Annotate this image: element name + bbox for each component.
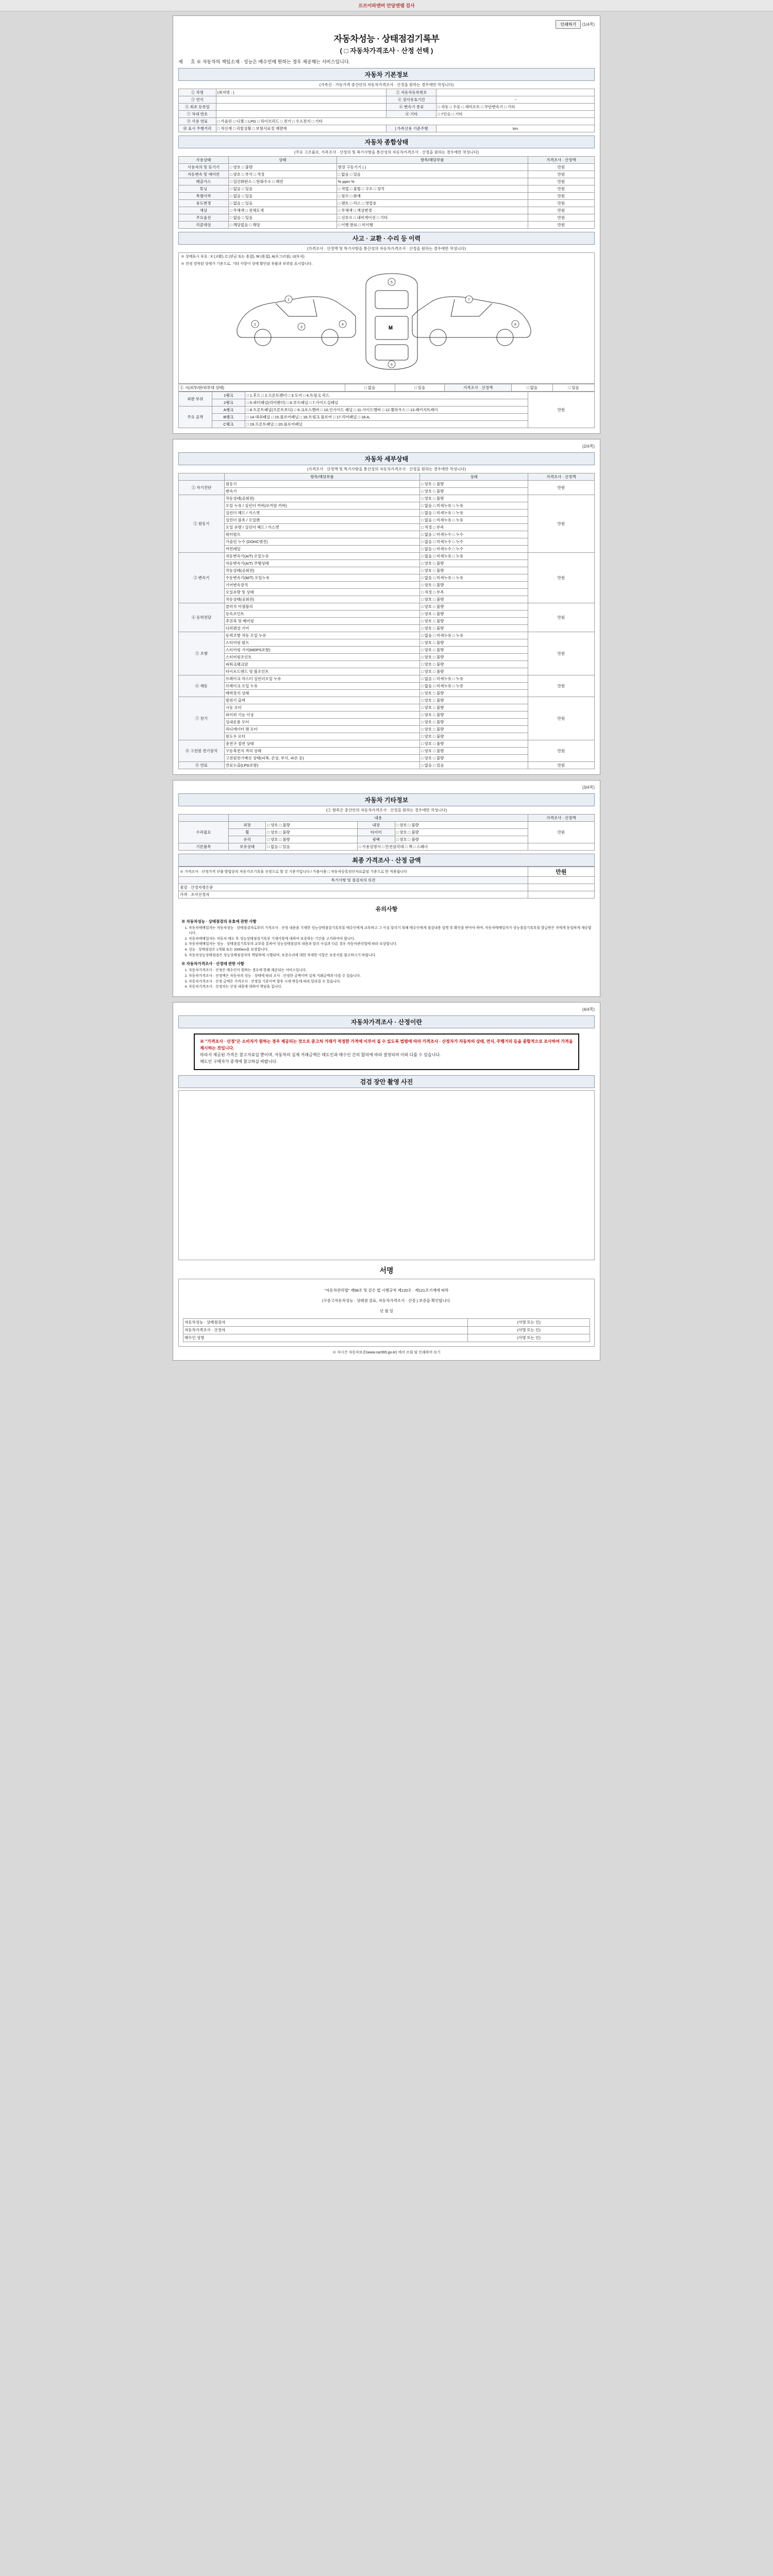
col-header: 항목/해당부품 [337, 157, 528, 164]
detail-amount[interactable]: 만원 [528, 697, 594, 740]
row-amount[interactable]: 만원 [528, 193, 594, 200]
row-amount[interactable]: 만원 [528, 185, 594, 193]
top-notice-bar [0, 0, 773, 11]
row-state[interactable]: □ 무채색 □ 전체도색 [228, 207, 337, 214]
final-price-table [178, 867, 595, 899]
detail-state[interactable]: □ 양호 □ 불량 [420, 697, 528, 704]
other-part: 보유상태 [228, 843, 266, 851]
frame-group-name: 외판 부위 [179, 392, 212, 406]
price-definition-title: 자동차가격조사 · 산정이란 [178, 1015, 595, 1028]
row-category: 특별이력 [179, 193, 229, 200]
svg-text:5: 5 [391, 281, 393, 284]
frame-rank-table [178, 392, 595, 428]
other-amount[interactable] [528, 843, 594, 851]
detail-part: 자동변속기(A/T) 주행상태 [224, 560, 419, 567]
cell-label: ⑦ 차대 번호 [179, 111, 216, 118]
section-basic-info-note: (가족신 · 가동가격 중산안의 자동차가격조사 · 산정을 원하는 경우에만 작성니다) [319, 82, 454, 87]
detail-state[interactable]: □ 없음 □ 미세누유 □ 누유 [420, 683, 528, 690]
page-3 [173, 780, 600, 997]
final-price-title: 최종 가격조사 · 산정 금액 [178, 854, 595, 867]
svg-text:6: 6 [391, 363, 393, 367]
price-definition-line-2: 따라서 제공된 가격은 참고자료일 뿐이며, 자동차의 실제 거래금액은 매도인과 매수인 간의 합의에 따라 결정되며 이와 다를 수 있습니다. [200, 1052, 441, 1057]
other-part: 휠 [228, 829, 266, 836]
page-1 [173, 15, 600, 434]
cell-value[interactable]: ~ [436, 96, 595, 104]
detail-state[interactable]: □ 양호 □ 불량 [420, 668, 528, 675]
signature-table [183, 1318, 590, 1342]
detail-part: 원동기 [224, 481, 419, 488]
row-state[interactable]: □ 없음 □ 있음 [228, 200, 337, 207]
other-state[interactable]: □ 양호 □ 불량 [266, 829, 358, 836]
footer-note: ※ 저시간 자동차보증(www.car365.go.kr) 에서 조회 및 인쇄하여 보기 [332, 1351, 441, 1355]
other-part: 광택 [357, 836, 395, 843]
detail-state[interactable]: □ 양호 □ 불량 [420, 603, 528, 611]
detail-state[interactable]: □ 적정 □ 부족 [420, 524, 528, 531]
frame-rank: A랭크 [212, 406, 245, 414]
notice-item: 4. 성능 · 상태점검은 1개월 또는 2000km를 보장합니다. [189, 947, 592, 953]
col-header: 가격조사 · 산정액 [528, 157, 594, 164]
detail-part: 디퍼렌셜 기어 [224, 625, 419, 632]
detail-group: ⑦ 전기 [179, 697, 225, 740]
photo-section-title: 검검 장안 촬영 사진 [178, 1075, 595, 1088]
detail-state[interactable]: □ 없음 □ 미세누수 □ 누수 [420, 531, 528, 538]
detail-part: 커먼레일 [224, 546, 419, 553]
notice-section-1-list [181, 926, 592, 958]
special-row-2-value[interactable] [528, 891, 594, 899]
detail-part: 윈도우 모터 [224, 733, 419, 740]
detail-part: 라디에이터 팬 모터 [224, 726, 419, 733]
col-header: 상태 [420, 473, 528, 481]
page-2-label: (2/4쪽) [582, 444, 595, 449]
detail-part: 실내송풍 모터 [224, 719, 419, 726]
detail-state[interactable]: □ 양호 □ 불량 [420, 560, 528, 567]
cell-value[interactable]: □ 7인승 □ 기타 [436, 111, 595, 118]
row-state[interactable]: □ 없음 □ 있음 [228, 214, 337, 222]
detail-amount[interactable]: 만원 [528, 632, 594, 675]
damage-diagram[interactable] [178, 252, 595, 384]
row-detail[interactable]: □ 렌트 □ 리스 □ 영업용 [337, 200, 528, 207]
notice-item: 3. 자동차가격조사 · 산정 금액은 가격조사 · 산정일 기준이며 향후 시세 변동에 따라 달라질 수 있습니다. [189, 979, 592, 985]
detail-group: ④ 동력전달 [179, 603, 225, 632]
sign-role: 자동차가격조사 · 산정자 [183, 1327, 468, 1334]
detail-part: 기어변속장치 [224, 582, 419, 589]
notice-section-2-heading: ※ 자동차가격조사 · 산정에 관한 사항 [181, 961, 244, 966]
sign-value[interactable]: (서명 또는 인) [468, 1334, 590, 1342]
detail-part: 고전원전기배선 상태(피복, 손상, 부식, 파손 등) [224, 755, 419, 762]
detail-part: 실린더 헤드 / 가스켓 [224, 510, 419, 517]
detail-state[interactable]: □ 양호 □ 불량 [420, 596, 528, 603]
cell-value[interactable]: km [436, 125, 595, 132]
detail-state[interactable]: □ 양호 □ 불량 [420, 639, 528, 647]
col-header: 항목/해당부품 [224, 473, 419, 481]
print-button[interactable]: 인쇄하기 [556, 20, 581, 29]
detail-state[interactable]: □ 없음 □ 미세누유 □ 누유 [420, 632, 528, 639]
sign-date: 년 월 일 [380, 1309, 393, 1314]
final-price-note: ※ 가격조사 · 산정가격 산출 방법중의 자동가조기록을 선정으로 할 것 기준가입니다 / 가출사용 □ 자동차등록전산자료값임 기준으로 한 적용됩니다 [179, 867, 528, 877]
detail-group: ⑥ 제동 [179, 675, 225, 697]
svg-text:7: 7 [468, 298, 470, 302]
col-header: 가격조사 · 산정액 [528, 815, 594, 822]
detail-group: ② 원동기 [179, 495, 225, 553]
detail-part: 클러치 어셈블리 [224, 603, 419, 611]
detail-part: 구동축전지 격리 상태 [224, 748, 419, 755]
detail-part: 작동상태(공회전) [224, 495, 419, 502]
detail-group: ⑧ 고전원 전기장치 [179, 740, 225, 762]
page-4 [173, 1002, 600, 1361]
detail-state[interactable]: □ 양호 □ 불량 [420, 625, 528, 632]
detail-amount[interactable]: 만원 [528, 762, 594, 769]
svg-text:2: 2 [254, 323, 256, 327]
other-state[interactable]: □ 양호 □ 불량 [266, 822, 358, 829]
detail-part: 타이로드엔드 및 볼조인트 [224, 668, 419, 675]
sign-role: 매수인 성명 [183, 1334, 468, 1342]
cell-value[interactable] [216, 96, 386, 104]
row-detail[interactable]: % ppm % [337, 178, 528, 185]
diagram-legend-1: ※ 상태표시 부호 : X (교환), C (판금 또는 용접), W (용접), A(우그러짐), U(부식) [181, 255, 305, 259]
special-row-1-value[interactable] [528, 884, 594, 891]
cell-value[interactable] [216, 104, 386, 111]
row-category: 튜닝 [179, 185, 229, 193]
col-header: 사용상태 [179, 157, 229, 164]
notice-body [178, 915, 595, 991]
other-part: 내장 [357, 822, 395, 829]
other-category: 기본품목 [179, 843, 229, 851]
detail-amount[interactable]: 만원 [528, 603, 594, 632]
price-definition-box [194, 1033, 579, 1070]
detail-part: 등속조인트 [224, 611, 419, 618]
frame-rank: 1랭크 [212, 392, 245, 399]
detail-part: 수동변속기(M/T) 오일누유 [224, 574, 419, 582]
detail-group: ① 자기진단 [179, 481, 225, 495]
section-overall-title: 자동차 종합상태 [178, 135, 595, 148]
other-amount[interactable]: 만원 [528, 822, 594, 843]
basic-info-table [178, 89, 595, 132]
notice-section-1-heading: ※ 자동차성능 · 상태점검의 유효에 관한 사항 [181, 919, 257, 924]
detail-state[interactable]: □ 양호 □ 불량 [420, 704, 528, 711]
row-detail[interactable]: □ 선루프 □ 내비게이션 □ 기타 [337, 214, 528, 222]
detail-part: 와이퍼 기능 이상 [224, 711, 419, 719]
detail-part: 시동 모터 [224, 704, 419, 711]
detail-part: 브레이크 마스터 실린더오일 누유 [224, 675, 419, 683]
doc-number-line [178, 58, 595, 65]
detail-part: 동력조향 작동 오일 누유 [224, 632, 419, 639]
other-state[interactable]: □ 사용설명서 □ 안전삼각대 □ 잭 □ 스패너 [357, 843, 528, 851]
svg-text:3: 3 [300, 326, 303, 329]
notice-item: 1. 자동차가격조사 · 산정은 매수인이 원하는 경우에 한해 제공되는 서비스입니다. [189, 968, 592, 973]
special-row-1[interactable]: 점검 · 산정자명은문 [179, 884, 528, 891]
row-category: 용도변경 [179, 200, 229, 207]
detail-state[interactable]: □ 양호 □ 불량 [420, 740, 528, 748]
row-detail[interactable]: □ 침수 □ 화재 [337, 193, 528, 200]
detail-state[interactable]: □ 없음 □ 미세누유 □ 누유 [420, 502, 528, 510]
cell-value[interactable] [436, 89, 595, 96]
row-amount[interactable]: 만원 [528, 164, 594, 171]
cell-value[interactable]: □ 자동 □ 수동 □ 세미오토 □ 무단변속기 □ 기타 [436, 104, 595, 111]
detail-part: 오일 유량 / 실린더 헤드 / 가스켓 [224, 524, 419, 531]
detail-state[interactable]: □ 양호 □ 불량 [420, 647, 528, 654]
detail-state[interactable]: □ 양호 □ 불량 [420, 733, 528, 740]
cell-label: ① 차명 [179, 89, 216, 96]
svg-text:4: 4 [342, 323, 344, 327]
svg-text:1: 1 [288, 298, 290, 302]
row-detail[interactable]: □ 이행 완료 □ 미이행 [337, 222, 528, 229]
row-state[interactable]: □ 없음 □ 있음 [228, 185, 337, 193]
detail-state[interactable]: □ 양호 □ 불량 [420, 748, 528, 755]
special-row-2[interactable]: 가격 · 조사산정자 [179, 891, 528, 899]
other-state[interactable]: □ 양호 □ 불량 [266, 836, 358, 843]
sign-value[interactable]: (서명 또는 인) [468, 1327, 590, 1334]
cell-label: ⑤ 최초 등록일 [179, 104, 216, 111]
detail-state[interactable]: □ 양호 □ 불량 [420, 611, 528, 618]
other-part: 외장 [228, 822, 266, 829]
svg-text:M: M [389, 325, 393, 330]
section-other-note: (② 항목은 중산안의 자동차가격조사 · 산정을 원하는 경우에만 작성니다) [326, 808, 447, 812]
col-header: 상태 [228, 157, 337, 164]
detail-state[interactable]: □ 양호 □ 불량 [420, 755, 528, 762]
row-amount[interactable]: 만원 [528, 171, 594, 178]
frame-items[interactable]: □ 5.쿼터패널(리어펜더) □ 6.루프패널 □ 7.사이드실패널 [245, 399, 528, 406]
cell-label: | 가족산용 기준주행 [386, 125, 436, 132]
page-4-label: (4/4쪽) [582, 1007, 595, 1012]
sign-role: 자동차성능 · 상태점검자 [183, 1319, 468, 1327]
detail-part: 변속기 [224, 488, 419, 495]
special-note-value[interactable] [528, 877, 594, 884]
detail-group: ③ 변속기 [179, 553, 225, 603]
section-overall-note: (주요 고조율로, 가족조사 · 산정의 및 복기사항을 통산성의 자동차가격조사 · 산정을 원하는 경우에만 작성니다) [294, 150, 479, 155]
notice-item: 1. 자동차매매업자는 자동차성능 · 상태점검자로부터 가격조사 · 산정 내용을 기재한 성능상태점검기록부를 매수인에게 교부하고 그 사실 알리기 위해 매수인에게 점검내용 설명 후 확인을 받아야 하며, 자동차매매업자가 성능점검기록부를 발급받은 자에게 동일하게 제공합니다. [189, 926, 592, 936]
col-header [179, 815, 229, 822]
sign-value[interactable]: (서명 또는 인) [468, 1319, 590, 1327]
page-1-label: (1/4쪽) [582, 22, 595, 27]
detail-state[interactable]: □ 양호 □ 불량 [420, 661, 528, 668]
detail-part: 브레이크 오일 누유 [224, 683, 419, 690]
other-state[interactable]: □ 양호 □ 불량 [395, 822, 528, 829]
frame-rank: 2랭크 [212, 399, 245, 406]
notice-title: 유의사항 [375, 906, 398, 912]
detail-state[interactable]: □ 없음 □ 미세누유 □ 누유 [420, 517, 528, 524]
detail-state[interactable]: □ 적정 □ 부족 [420, 589, 528, 596]
detail-part: 스티어링조인트 [224, 654, 419, 661]
detail-state[interactable]: □ 양호 □ 불량 [420, 481, 528, 488]
sign-text-2: (구중고자동차성능 · 상태점 검표, 자동차가격조사 · 산정 ) 보증을 확인합니다. [322, 1298, 451, 1303]
row-category: 주요옵션 [179, 214, 229, 222]
doc-number-label: 제 [178, 59, 183, 64]
detail-part: 워터펌프 [224, 531, 419, 538]
top-notice-text: 르쓰어파앤버 안당앤램 검사 [358, 3, 415, 8]
frame-items[interactable]: □ 1.후드 □ 2.프론트펜더 □ 3.도어 □ 4.트렁크 리드 [245, 392, 528, 399]
page-3-label: (3/4쪽) [582, 785, 595, 790]
detail-state[interactable]: □ 양호 □ 불량 [420, 488, 528, 495]
detail-part: 스티어링 펌프 [224, 639, 419, 647]
detail-state[interactable]: □ 양호 □ 불량 [420, 582, 528, 589]
row-detail[interactable]: □ 없음 □ 있음 [337, 171, 528, 178]
row-state[interactable]: □ 양호 □ 불량 [228, 164, 337, 171]
col-header [179, 473, 225, 481]
cell-label: ⑧ 기타 [386, 111, 436, 118]
price-definition-line-1: ※ "가격조사 · 산정"은 소비자가 원하는 경우 제공되는 것으로 중고차 거래가 적정한 가격에 이루어 질 수 있도록 법령에 따라 가격조사 · 산정자가 자동차의 상태, 연식, 주행거리 등을 종합적으로 조사하여 가격을 제시하는 것입니다. [200, 1039, 573, 1050]
detail-amount[interactable]: 만원 [528, 481, 594, 495]
detail-state[interactable]: □ 없음 □ 미세누유 □ 누유 [420, 574, 528, 582]
detail-state[interactable]: □ 양호 □ 불량 [420, 618, 528, 625]
detail-state[interactable]: □ 없음 □ 있음 [420, 762, 528, 769]
accident-summary-label: ① 시(외부/판/외부대 상태) [179, 384, 345, 392]
other-state[interactable]: □ 없음 □ 있음 [266, 843, 358, 851]
row-amount[interactable]: 만원 [528, 214, 594, 222]
cell-label: ⑨ 사용 연료 [179, 118, 216, 125]
detail-state[interactable]: □ 양호 □ 불량 [420, 690, 528, 697]
special-note-label: 특기사항 및 점검자의 의견 [179, 877, 528, 884]
section-basic-info-title: 자동차 기본정보 [178, 68, 595, 81]
other-part: 유리 [228, 836, 266, 843]
detail-part: 작동상태(공회전) [224, 596, 419, 603]
row-state[interactable]: □ 해당없음 □ 해당 [228, 222, 337, 229]
row-detail[interactable]: 현장 구동기기 ( ) [337, 164, 528, 171]
row-detail[interactable]: □ 적법 □ 불법 □ 구조 □ 장치 [337, 185, 528, 193]
detail-state[interactable]: □ 양호 □ 불량 [420, 495, 528, 502]
cell-label: ⑥ 변속기 종류 [386, 104, 436, 111]
detail-group: ⑤ 조향 [179, 632, 225, 675]
detail-state[interactable]: □ 없음 □ 미세누유 □ 누유 [420, 675, 528, 683]
detail-part: 오일 누유 / 실린더 커버(로커암 커버) [224, 502, 419, 510]
accident-opt-yes-2[interactable]: □ 있음 [553, 384, 595, 392]
detail-part: 작동상태(공회전) [224, 567, 419, 574]
row-category: 사용자의 및 등기기 [179, 164, 229, 171]
accident-opt-none-2[interactable]: □ 없음 [511, 384, 553, 392]
svg-text:8: 8 [514, 323, 516, 327]
frame-items[interactable]: □ 19.프론트패널 □ 20.플로어패널 [245, 421, 528, 428]
accident-opt-none[interactable]: □ 없음 [345, 384, 395, 392]
cell-label: ③ 연식 [179, 96, 216, 104]
car-diagram-svg [227, 267, 546, 376]
diagram-legend-2: ※ 전정 장착된 상태가 기준으로, 기타 사항이 상태 확인된 부품과 부위를 표시합니다. [181, 262, 313, 266]
detail-amount[interactable]: 만원 [528, 740, 594, 762]
section-accident-note: (가격조사 · 산정액 및 특기사항을 통산성의 자동차가격조사 · 산정을 원하는 경우에만 작성니다) [307, 246, 466, 251]
detail-group: ⑨ 연료 [179, 762, 225, 769]
accident-summary-table [178, 384, 595, 392]
other-part: 타이어 [357, 829, 395, 836]
detail-part: 가솔린 누수 (DOHC엔진) [224, 538, 419, 546]
notice-item: 4. 자동차가격조사 · 산정자는 산정 내용에 대하여 책임을 집니다. [189, 985, 592, 990]
row-amount[interactable]: 만원 [528, 200, 594, 207]
row-amount[interactable]: 만원 [528, 178, 594, 185]
notice-item: 3. 자동차매매업자는 성능 · 상태점검기록부의 교부를 통하여 성능상태점검의 내용과 달리 사실과 다른 경우 자동차관리법에 따라 보상합니다. [189, 942, 592, 947]
document-pages [0, 11, 773, 1361]
row-state[interactable]: □ 없음 □ 있음 [228, 193, 337, 200]
row-category: 리콜대상 [179, 222, 229, 229]
detail-state[interactable]: □ 없음 □ 미세누유 □ 누유 [420, 510, 528, 517]
signature-box [178, 1279, 595, 1347]
row-state[interactable]: □ 일산화탄소 □ 탄화수소 □ 매연 [228, 178, 337, 185]
section-other-title: 자동차 기타정보 [178, 793, 595, 806]
row-state[interactable]: □ 양호 □ 부식 □ 적정 [228, 171, 337, 178]
document-title: 자동차성능 · 상태점검기록부 [333, 34, 440, 44]
detail-state[interactable]: □ 없음 □ 미세누수 □ 누수 [420, 546, 528, 553]
overall-state-table [178, 156, 595, 229]
notice-item: 2. 자동차매매업자는 자동차 매도 후 성능상태점검기록부 기재사항에 대하여 보증하는 기간을 고지하여야 합니다. [189, 937, 592, 942]
doc-number-text: 호 ※ 자동차의 책임소재 · 성능은 매수인에 원하는 경우 제공해는 서비스입니다. [191, 59, 350, 64]
other-state[interactable]: □ 양호 □ 불량 [395, 829, 528, 836]
frame-rank: C랭크 [212, 421, 245, 428]
detail-state[interactable]: □ 양호 □ 불량 [420, 567, 528, 574]
notice-item: 2. 자동차가격조사 · 산정액은 자동차의 성능 · 상태에 따라 조사 · 산정한 금액이며 실제 거래금액과 다를 수 있습니다. [189, 974, 592, 979]
detail-part: 오일유량 및 상태 [224, 589, 419, 596]
other-category: 수리필요 [179, 822, 229, 843]
col-header: 내용 [228, 815, 528, 822]
detail-part: 추진축 및 베어링 [224, 618, 419, 625]
detail-state-table [178, 473, 595, 769]
detail-amount[interactable]: 만원 [528, 675, 594, 697]
notice-section-2-list [181, 968, 592, 990]
row-category: 색상 [179, 207, 229, 214]
detail-state[interactable]: □ 양호 □ 불량 [420, 711, 528, 719]
detail-state[interactable]: □ 없음 □ 미세누유 □ 누유 [420, 553, 528, 560]
section-detail-note: (가격조사 · 산정액 및 특기사항을 통산성의 자동차가격조사 · 산정을 원하는 경우에만 작성니다) [307, 467, 466, 471]
row-amount[interactable]: 만원 [528, 222, 594, 229]
document-subtitle: ( □ 자동차가격조사 · 산정 선택 ) [340, 47, 433, 55]
cell-value[interactable]: □ 적산계 □ 리빌상황 □ 보험사료정 계량계 [216, 125, 386, 132]
cell-label: ② 자동차등록번호 [386, 89, 436, 96]
cell-value[interactable] [216, 111, 386, 118]
detail-part: 실린더 블록 / 오일팬 [224, 517, 419, 524]
frame-items[interactable]: □ 14.대쉬패널 □ 15.플로어패널 □ 16.트렁크 플로어 □ 17.리어패널 □ 18.A, [245, 414, 528, 421]
page-2 [173, 439, 600, 775]
detail-amount[interactable]: 만원 [528, 553, 594, 603]
detail-state[interactable]: □ 양호 □ 불량 [420, 726, 528, 733]
cell-label: ⑩ 표시 주행거리 [179, 125, 216, 132]
accident-opt-yes[interactable]: □ 있음 [395, 384, 445, 392]
detail-part: 연료누출(LPG포함) [224, 762, 419, 769]
other-info-table [178, 814, 595, 851]
detail-part: 자동변속기(A/T) 오일누유 [224, 553, 419, 560]
notice-item: 5. 자동차성능상태점검은 성능상태점검자의 책임하에 시행되며, 보증수리에 대한 자세한 사항은 보증서를 참고하시기 바랍니다. [189, 953, 592, 958]
cell-value[interactable]: □ 가솔린 □ 디젤 □ LPG □ 하이브리드 □ 전기 □ 수소전지 □ 기타 [216, 118, 594, 125]
accident-amount-header: 가격조사 · 산정액 [445, 384, 511, 392]
detail-part: 충전구 절연 상태 [224, 740, 419, 748]
row-detail[interactable]: □ 무채색 □ 색상변경 [337, 207, 528, 214]
detail-part: 발전기 출력 [224, 697, 419, 704]
section-detail-title: 자동차 세부상태 [178, 452, 595, 465]
detail-state[interactable]: □ 없음 □ 미세누수 □ 누수 [420, 538, 528, 546]
row-amount[interactable]: 만원 [528, 207, 594, 214]
cell-label: ④ 검사유효기간 [386, 96, 436, 104]
detail-state[interactable]: □ 양호 □ 불량 [420, 654, 528, 661]
detail-part: 스티어링 기어(MDPS포함) [224, 647, 419, 654]
page-1-header [178, 20, 595, 28]
detail-part: 배력장치 상태 [224, 690, 419, 697]
row-category: 자동변속 및 에어컨 [179, 171, 229, 178]
frame-rank: B랭크 [212, 414, 245, 421]
detail-state[interactable]: □ 양호 □ 불량 [420, 719, 528, 726]
cell-value[interactable]: (최저명 : ) [216, 89, 386, 96]
price-definition-line-3: 매도인 구매자가 중개에 참고하실 바랍니다. [200, 1059, 278, 1064]
frame-amount[interactable]: 만원 [528, 392, 594, 428]
col-header: 가격조사 · 산정액 [528, 473, 594, 481]
signature-section-title: 서명 [379, 1266, 394, 1275]
frame-group-name: 주요 골격 [179, 406, 212, 428]
sign-text-1: "자동차관리법" 제58조 및 같은 법 시행규칙 제120조 · 제121조기재에 따라 [324, 1288, 449, 1293]
row-category: 배출가스 [179, 178, 229, 185]
final-price-amount[interactable]: 만원 [528, 867, 594, 877]
section-accident-title: 사고 · 교환 · 수리 등 이력 [178, 232, 595, 245]
other-state[interactable]: □ 양호 □ 불량 [395, 836, 528, 843]
detail-amount[interactable]: 만원 [528, 495, 594, 553]
photo-area[interactable] [178, 1090, 595, 1260]
frame-items[interactable]: □ 8.프론트패널(프론트보디) □ 9.크로스멤버 □ 10.인사이드 패널 □ 11.사이드멤버 □ 12.휠하우스 □ 13.패키지트레이 [245, 406, 528, 414]
detail-part: 파워크랭크암 [224, 661, 419, 668]
